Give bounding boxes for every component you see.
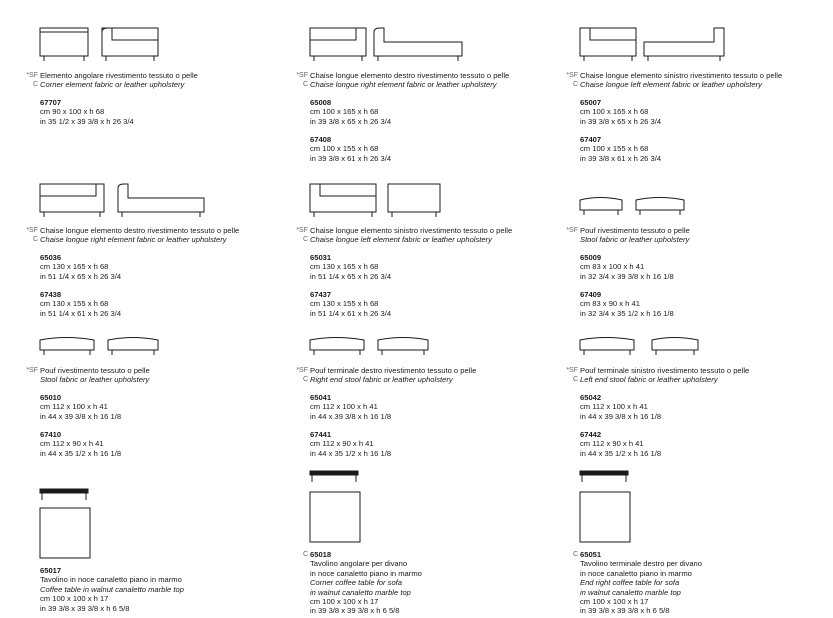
corner-element-drawing [38,24,162,66]
title-en: Chaise longue left element fabric or leather upholstery [310,235,492,245]
title-it: Chaise longue elemento destro rivestimento tessuto o pelle [310,71,510,80]
left-end-stool-drawing [578,330,708,360]
title-en: Chaise longue left element fabric or leather upholstery [580,80,762,90]
title-en: Chaise longue right element fabric or leather upholstery [40,235,227,245]
stool-65009-drawing [578,190,698,220]
stool-65010-drawing [38,330,168,360]
title-en: Corner element fabric or leather upholstery [40,80,185,90]
coffee-table-65051-drawing [578,470,634,548]
chaise-left-65031-drawing [308,180,448,222]
title-it: Elemento angolare rivestimento tessuto o pelle [40,71,198,80]
title-en: Chaise longue right element fabric or leather upholstery [310,80,497,90]
chaise-right-65036-drawing [38,180,208,222]
title-en: Stool fabric or leather upholstery [580,235,690,245]
title-it: Pouf rivestimento tessuto o pelle [40,366,150,375]
title-it: Pouf rivestimento tessuto o pelle [580,226,690,235]
title-en: Stool fabric or leather upholstery [40,375,150,385]
title-it: Chaise longue elemento sinistro rivestimento tessuto o pelle [310,226,513,235]
title-it: Chaise longue elemento destro rivestimento tessuto o pelle [40,226,240,235]
chaise-left-65007-drawing [578,24,728,66]
title-en: Right end stool fabric or leather upholstery [310,375,453,385]
coffee-table-65017-drawing [38,488,94,564]
title-it: Pouf terminale destro rivestimento tessuto o pelle [310,366,477,375]
chaise-right-65008-drawing [308,24,468,66]
coffee-table-65018-drawing [308,470,364,548]
title-it: Chaise longue elemento sinistro rivestimento tessuto o pelle [580,71,783,80]
title-it: Pouf terminale sinistro rivestimento tessuto o pelle [580,366,750,375]
right-end-stool-drawing [308,330,438,360]
title-en: Left end stool fabric or leather upholstery [580,375,718,385]
